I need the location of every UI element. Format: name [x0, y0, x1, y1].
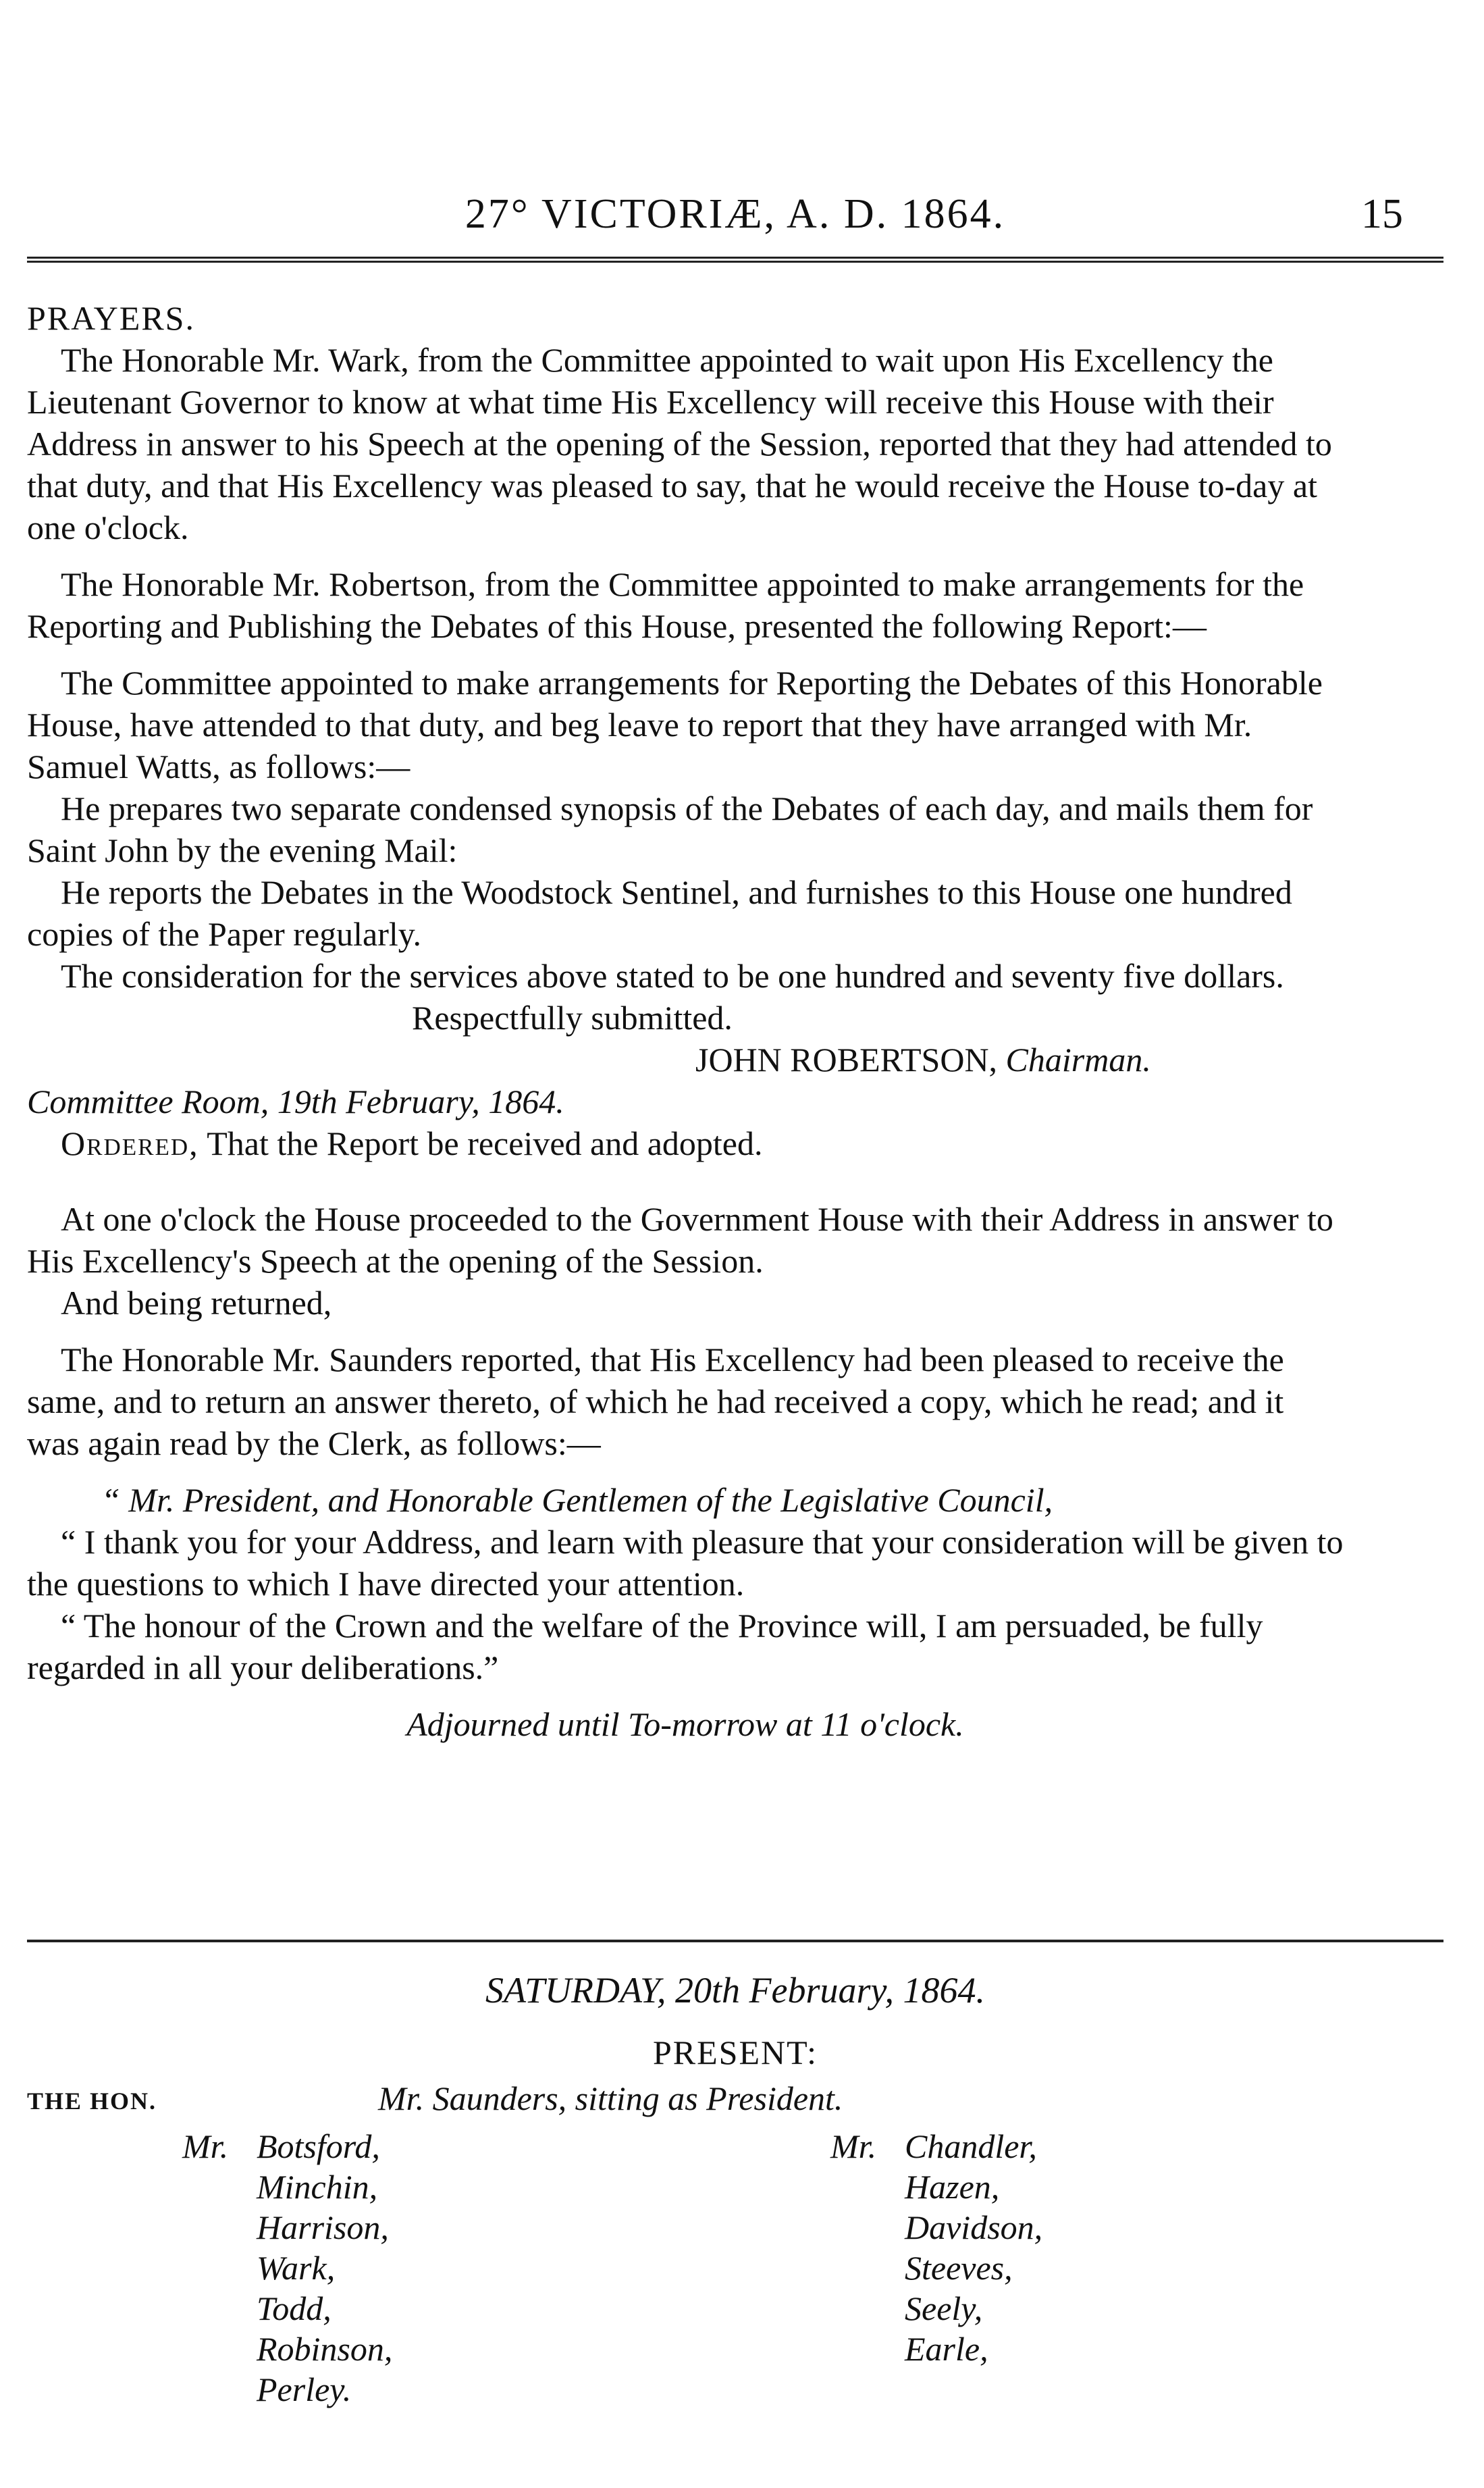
robertson-intro: The Honorable Mr. Robertson, from the Committee appointed to make arrangements for the Reporting and Publishing the Debates of this House, presented the following Report:— [27, 565, 1304, 645]
members-right-column [830, 2126, 1042, 2369]
member-name: Harrison, [257, 2208, 389, 2246]
saunders-report: The Honorable Mr. Saunders reported, that His Excellency had been pleased to receive the same, and to return an answer thereto, of which he had received a copy, which he read; and it was again read by the Clerk, as follows:— [27, 1341, 1284, 1462]
member-name: Robinson, [257, 2330, 393, 2368]
member-name: Botsford, [257, 2127, 380, 2165]
page-number: 15 [1361, 191, 1403, 237]
proceedings-feb-19 [27, 297, 1344, 1745]
report-paragraph-1: The Committee appointed to make arrangements for Reporting the Debates of this Honorable House, have attended to that duty, and beg leave to report that they have arranged with Mr. Samuel Watts, as follows:— [27, 664, 1323, 785]
report-paragraph-3: He reports the Debates in the Woodstock Sentinel, and furnishes to this House one hundred copies of the Paper regularly. [27, 873, 1292, 953]
member-name: Chandler, [905, 2127, 1037, 2165]
committee-room: Committee Room, 19th February, 1864. [27, 1083, 564, 1120]
member-name: Davidson, [905, 2208, 1043, 2246]
returned-line: And being returned, [61, 1284, 332, 1322]
member-name: Steeves, [905, 2249, 1013, 2287]
reply-salutation: “ Mr. President, and Honorable Gentlemen of the Legislative Council, [101, 1481, 1053, 1519]
member-name: Seely, [905, 2289, 983, 2327]
member-prefix: Mr. [830, 2127, 877, 2165]
member-name: Perley. [257, 2370, 352, 2408]
one-oclock-paragraph: At one o'clock the House proceeded to the Government House with their Address in answer to His Excellency's Speech at the opening of the Session. [27, 1200, 1333, 1280]
member-name: Hazen, [905, 2168, 1000, 2206]
report-paragraph-2: He prepares two separate condensed synopsis of the Debates of each day, and mails them for Saint John by the evening Mail: [27, 789, 1313, 869]
member-name: Todd, [257, 2289, 332, 2327]
present-heading: PRESENT: [652, 2033, 818, 2071]
presiding-officer: Mr. Saunders, sitting as President. [378, 2079, 843, 2117]
ordered-text: That the Report be received and adopted. [207, 1124, 763, 1162]
member-name: Minchin, [257, 2168, 378, 2206]
page-header [27, 190, 1443, 244]
member-name: Wark, [257, 2249, 336, 2287]
member-name: Earle, [905, 2330, 988, 2368]
member-prefix: Mr. [182, 2127, 229, 2165]
hon-label: THE HON. [27, 2088, 157, 2115]
sitting-date: SATURDAY, 20th February, 1864. [485, 1970, 986, 2011]
signature-line [27, 1039, 1344, 1081]
running-title: 27° VICTORIÆ, A. D. 1864. [465, 191, 1006, 237]
signatory-title: Chairman. [1005, 1041, 1151, 1079]
ordered-line [27, 1122, 1344, 1164]
respectfully-submitted: Respectfully submitted. [412, 999, 733, 1037]
prayers-heading: PRAYERS. [27, 299, 195, 337]
wark-report: The Honorable Mr. Wark, from the Committee appointed to wait upon His Excellency the Lieutenant Governor to know at what time His Excellency will receive this House with their Address in answer to his Speech at the opening of the Session, reported that they had attended to that duty, and that His Excellency was pleased to say, that he would receive the House to-day at one o'clock. [27, 341, 1332, 546]
reply-paragraph-2: “ The honour of the Crown and the welfare of the Province will, I am persuaded, be fully regarded in all your deliberations.” [27, 1607, 1263, 1686]
report-paragraph-4: The consideration for the services above stated to be one hundred and seventy five dollars. [61, 957, 1284, 995]
members-left-column [182, 2126, 392, 2410]
adjournment: Adjourned until To-morrow at 11 o'clock. [406, 1705, 964, 1743]
ordered-word: Ordered, [61, 1124, 199, 1162]
header-rule [27, 257, 1443, 263]
reply-paragraph-1: “ I thank you for your Address, and learn with pleasure that your consideration will be given to the questions to which I have directed your attention. [27, 1523, 1344, 1603]
section-rule [27, 1940, 1443, 1942]
signatory-name: JOHN ROBERTSON, [695, 1041, 998, 1079]
